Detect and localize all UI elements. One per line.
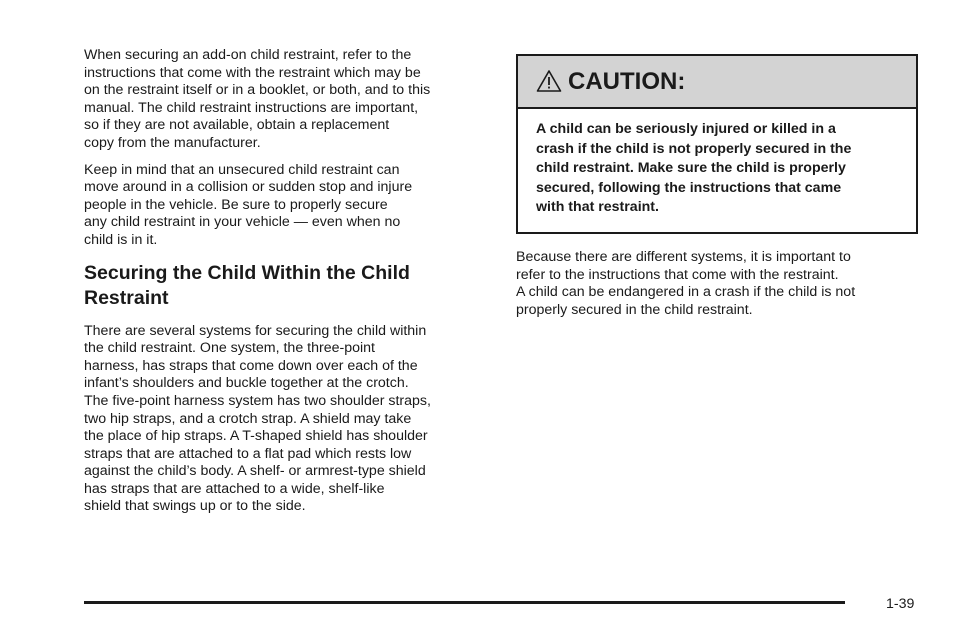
- caution-text: A child can be seriously injured or killed in a crash if the child is not properly secured in the child restraint. Make sure the child is properly secured, following the instructions that came with that restraint.: [536, 121, 852, 215]
- body-paragraph-securing-systems: There are several systems for securing the child within the child restraint. One system, the three-point harness, has straps that come down over each of the infant’s shoulders and buckle together at the crotch. The five-point harness system has two shoulder straps, two hip straps, and a crotch strap. A shield may take the place of hip straps. A T-shaped shield has shoulder straps that are attached to a flat pad which rests low against the child’s body. A shelf- or armrest-type shield has straps that are attached to a wide, shelf-like shield that swings up or to the side.: [84, 322, 431, 515]
- caution-header: [518, 56, 916, 109]
- left-column: [84, 47, 484, 516]
- body-paragraph-add-on-restraint: When securing an add-on child restraint, refer to the instructions that come with the restraint which may be on the restraint itself or in a booklet, or both, and to this manual. The child restraint instructions are important, so if they are not available, obtain a replacement copy from the manufacturer.: [84, 47, 431, 151]
- right-column: [516, 54, 918, 319]
- page-number: 1-39: [886, 596, 915, 612]
- caution-box: [516, 54, 918, 234]
- caution-body: [518, 109, 916, 218]
- footer-rule: [84, 601, 845, 604]
- section-heading: Securing the Child Within the Child Restraint: [84, 261, 410, 309]
- warning-triangle-icon: [536, 69, 562, 93]
- body-paragraph-unsecured-restraint: Keep in mind that an unsecured child restraint can move around in a collision or sudden stop and injure people in the vehicle. Be sure to properly secure any child restraint in your vehicle — even when no child is in it.: [84, 161, 413, 248]
- caution-title: CAUTION:: [568, 67, 686, 95]
- body-paragraph-different-systems: Because there are different systems, it is important to refer to the instructions that come with the restraint. A child can be endangered in a crash if the child is not properly secured in the child restraint.: [516, 249, 856, 318]
